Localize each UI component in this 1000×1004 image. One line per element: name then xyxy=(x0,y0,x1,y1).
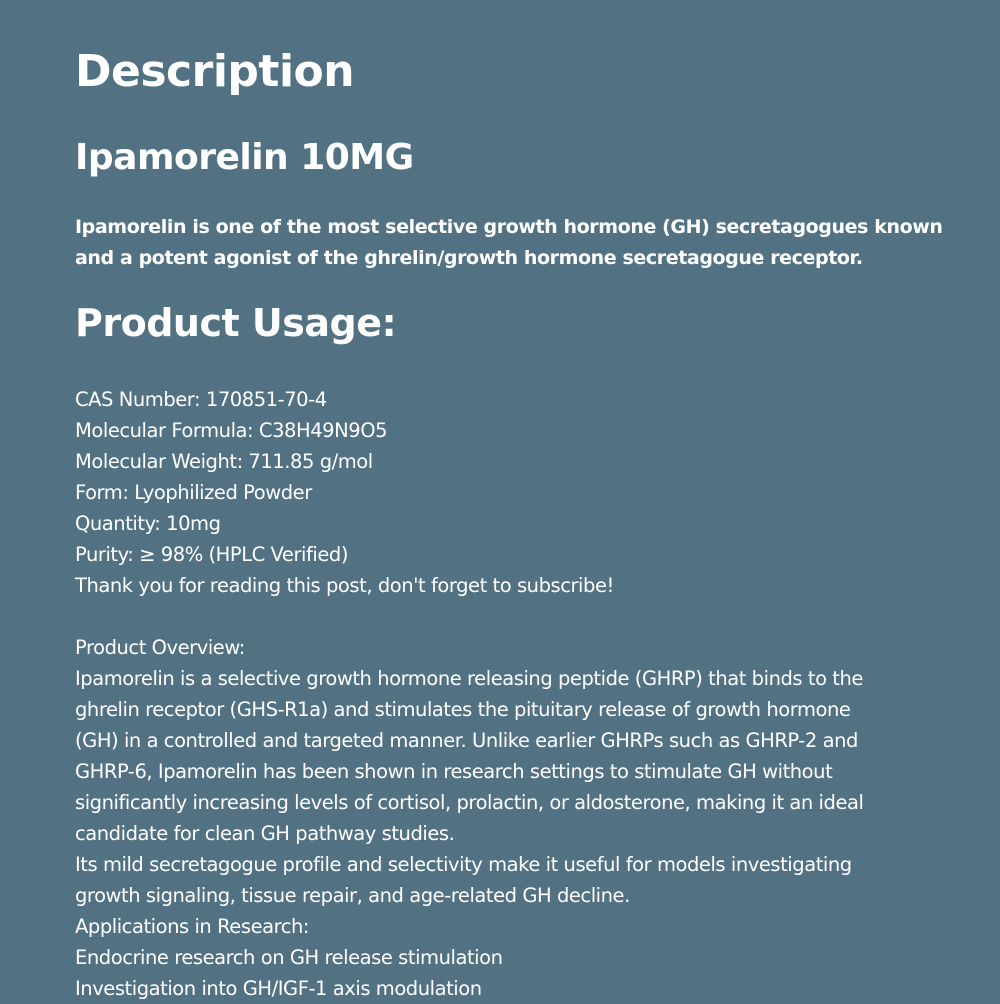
subscribe-message: Thank you for reading this post, don't forget to subscribe! xyxy=(75,574,614,597)
spec-form: Form: Lyophilized Powder xyxy=(75,481,312,504)
overview-line: candidate for clean GH pathway studies. xyxy=(75,822,455,845)
overview-line: Ipamorelin is a selective growth hormone releasing peptide (GHRP) that binds to the xyxy=(75,667,863,690)
overview-line: ghrelin receptor (GHS-R1a) and stimulates the pituitary release of growth hormone xyxy=(75,698,851,721)
product-title: Ipamorelin 10MG xyxy=(75,137,414,178)
product-usage-heading: Product Usage: xyxy=(75,301,397,345)
overview-title: Product Overview: xyxy=(75,636,245,659)
application-item: Endocrine research on GH release stimulation xyxy=(75,946,503,969)
product-details xyxy=(75,384,985,1004)
spec-molecular-weight: Molecular Weight: 711.85 g/mol xyxy=(75,450,373,473)
application-item: Investigation into GH/IGF-1 axis modulation xyxy=(75,977,482,1000)
spec-quantity: Quantity: 10mg xyxy=(75,512,221,535)
overview-line: GHRP-6, Ipamorelin has been shown in research settings to stimulate GH without xyxy=(75,760,833,783)
spec-molecular-formula: Molecular Formula: C38H49N9O5 xyxy=(75,419,388,442)
overview-line: (GH) in a controlled and targeted manner. Unlike earlier GHRPs such as GHRP-2 and xyxy=(75,729,858,752)
description-heading: Description xyxy=(75,46,355,97)
spec-purity: Purity: ≥ 98% (HPLC Verified) xyxy=(75,543,349,566)
spec-cas-number: CAS Number: 170851-70-4 xyxy=(75,388,327,411)
overview-line: growth signaling, tissue repair, and age-related GH decline. xyxy=(75,884,630,907)
product-intro: Ipamorelin is one of the most selective growth hormone (GH) secretagogues known and a potent agonist of the ghrelin/growth hormone secretagogue receptor. xyxy=(75,216,943,269)
applications-title: Applications in Research: xyxy=(75,915,310,938)
overview-line: Its mild secretagogue profile and selectivity make it useful for models investigating xyxy=(75,853,852,876)
spacer xyxy=(75,601,985,632)
overview-line: significantly increasing levels of cortisol, prolactin, or aldosterone, making it an ideal xyxy=(75,791,864,814)
